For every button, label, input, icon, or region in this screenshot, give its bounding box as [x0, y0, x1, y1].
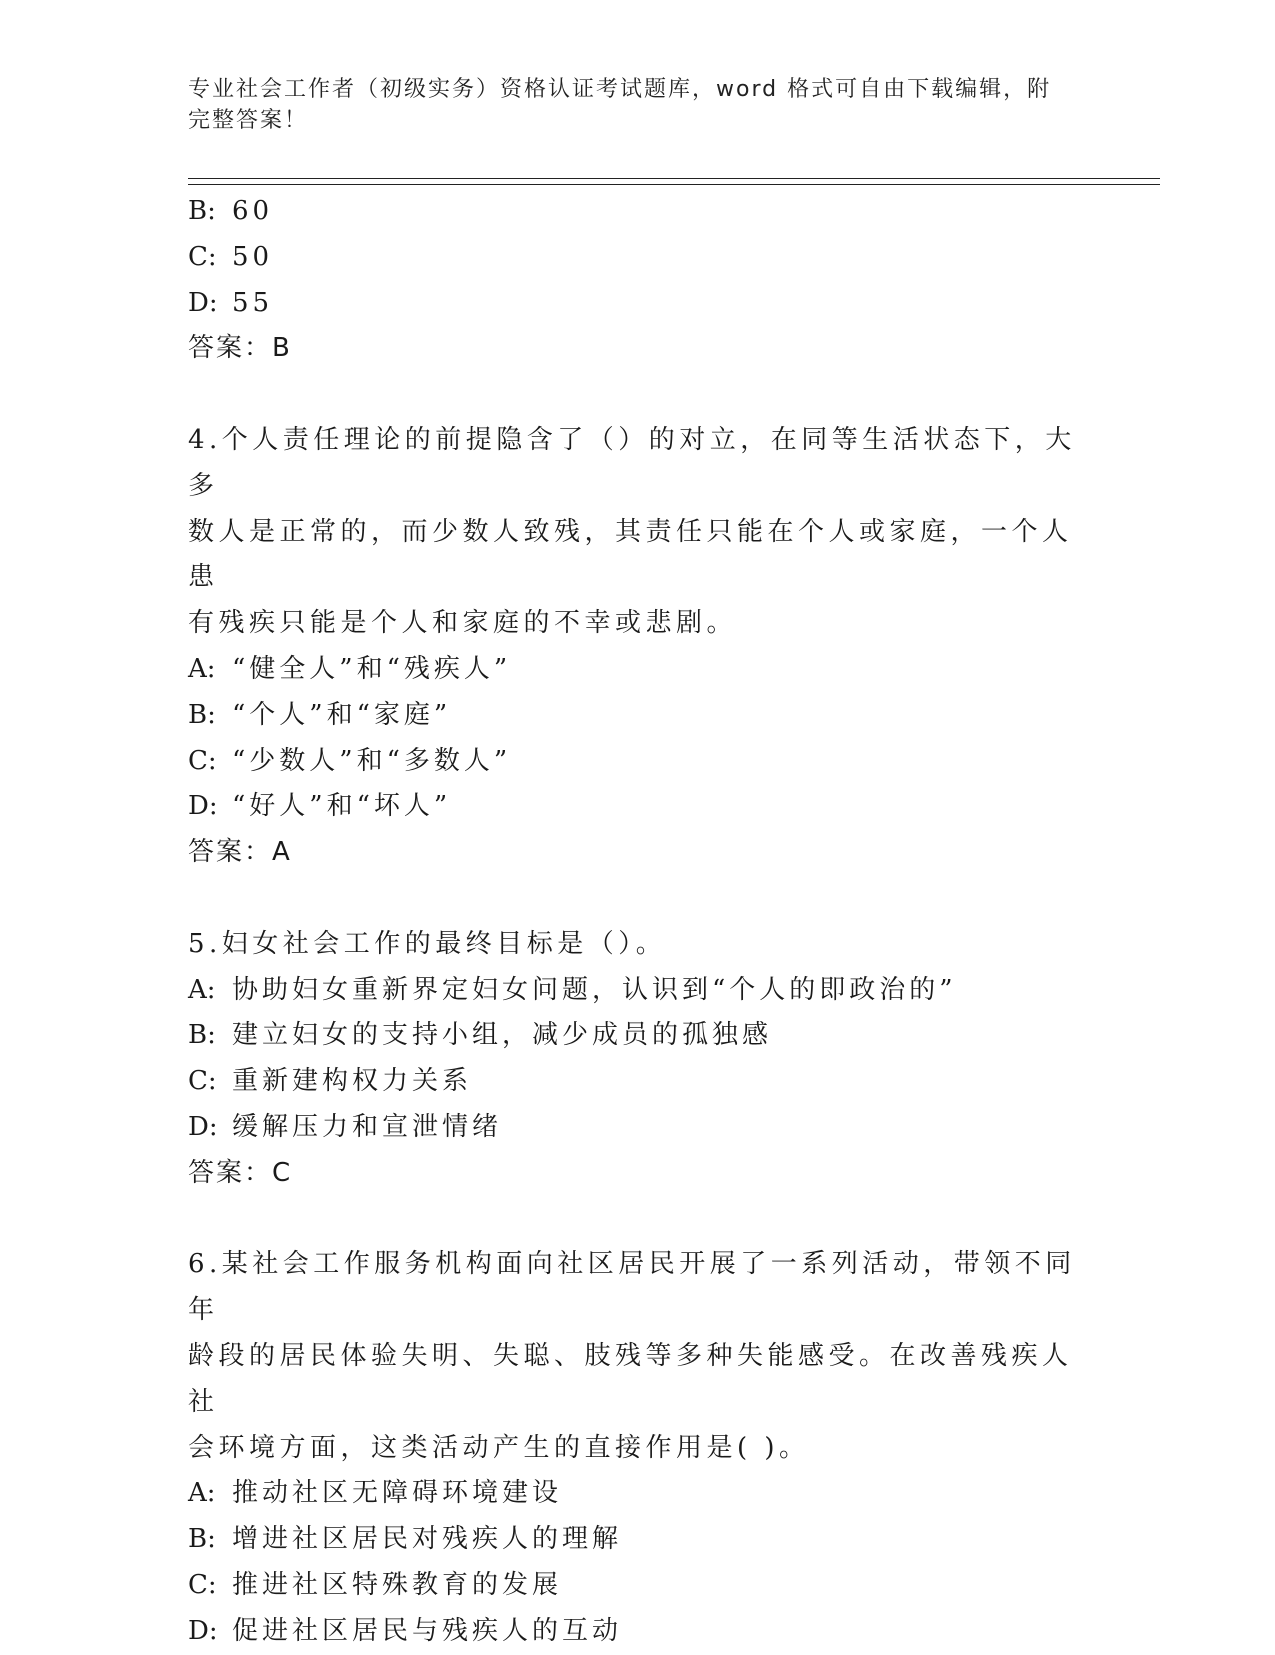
option-text: 增进社区居民对残疾人的理解 — [232, 1524, 623, 1555]
option-text: “个人”和“家庭” — [232, 699, 452, 730]
option-text: “好人”和“坏人” — [232, 791, 452, 822]
option-letter: B: — [188, 1524, 216, 1555]
question-stem-line: 6.某社会工作服务机构面向社区居民开展了一系列活动，带领不同年 — [188, 1249, 1076, 1326]
option-a — [188, 968, 1088, 1014]
spacer — [188, 372, 1088, 418]
option-text: 55 — [232, 287, 274, 318]
option-letter: B: — [188, 699, 216, 730]
question-stem-line: 4.个人责任理论的前提隐含了（）的对立，在同等生活状态下，大多 — [188, 424, 1076, 501]
answer-line: 答案：C — [188, 1157, 293, 1188]
page-header — [188, 74, 1068, 136]
option-d — [188, 1105, 1088, 1151]
option-b — [188, 189, 1088, 235]
option-letter: C: — [188, 745, 217, 776]
option-d — [188, 1609, 1088, 1655]
option-text: 建立妇女的支持小组，减少成员的孤独感 — [232, 1020, 773, 1051]
question-3-tail — [188, 189, 1088, 372]
option-letter: C: — [188, 1066, 217, 1097]
question-stem-line: 数人是正常的，而少数人致残，其责任只能在个人或家庭，一个人患 — [188, 516, 1073, 593]
option-letter: D: — [188, 1615, 218, 1646]
question-stem-line: 会环境方面，这类活动产生的直接作用是( )。 — [188, 1432, 810, 1463]
option-text: 50 — [232, 241, 274, 272]
option-text: 60 — [232, 196, 274, 226]
spacer — [188, 1197, 1088, 1243]
option-letter: D: — [188, 1111, 218, 1142]
question-5 — [188, 922, 1088, 1197]
question-stem-line: 5.妇女社会工作的最终目标是（）。 — [188, 928, 667, 959]
option-letter: A: — [188, 653, 216, 684]
option-c — [188, 739, 1088, 785]
option-d — [188, 281, 1088, 327]
header-double-rule — [188, 178, 1160, 185]
option-text: “健全人”和“残疾人” — [232, 653, 512, 684]
option-text: 促进社区居民与残疾人的互动 — [232, 1615, 623, 1646]
option-letter: B: — [188, 1020, 216, 1051]
question-4 — [188, 418, 1088, 876]
option-a — [188, 1471, 1088, 1517]
option-letter: A: — [188, 974, 216, 1005]
option-text: 推动社区无障碍环境建设 — [232, 1478, 563, 1509]
option-text: 重新建构权力关系 — [232, 1066, 473, 1097]
spacer — [188, 876, 1088, 922]
option-letter: A: — [188, 1478, 216, 1509]
header-line-2: 完整答案！ — [188, 108, 309, 133]
option-letter: D: — [188, 287, 218, 318]
option-c — [188, 1059, 1088, 1105]
question-stem-line: 有残疾只能是个人和家庭的不幸或悲剧。 — [188, 608, 738, 639]
question-6 — [188, 1242, 1088, 1654]
question-content — [188, 189, 1088, 1655]
header-line-1: 专业社会工作者（初级实务）资格认证考试题库，word 格式可自由下载编辑，附 — [188, 77, 1052, 102]
option-a — [188, 647, 1088, 693]
option-c — [188, 1563, 1088, 1609]
option-c — [188, 235, 1088, 281]
option-b — [188, 1013, 1088, 1059]
option-letter: D: — [188, 791, 218, 822]
option-d — [188, 784, 1088, 830]
option-text: 协助妇女重新界定妇女问题，认识到“个人的即政治的” — [232, 974, 957, 1005]
option-text: “少数人”和“多数人” — [232, 745, 512, 776]
question-stem-line: 龄段的居民体验失明、失聪、肢残等多种失能感受。在改善残疾人社 — [188, 1340, 1073, 1417]
option-b — [188, 693, 1088, 739]
option-letter: C: — [188, 241, 217, 272]
option-text: 缓解压力和宣泄情绪 — [232, 1111, 503, 1142]
answer-line: 答案：A — [188, 837, 292, 868]
answer-line: 答案：B — [188, 333, 292, 364]
option-text: 推进社区特殊教育的发展 — [232, 1569, 563, 1600]
option-letter: C: — [188, 1569, 217, 1600]
option-b — [188, 1517, 1088, 1563]
option-letter: B: — [188, 196, 216, 226]
